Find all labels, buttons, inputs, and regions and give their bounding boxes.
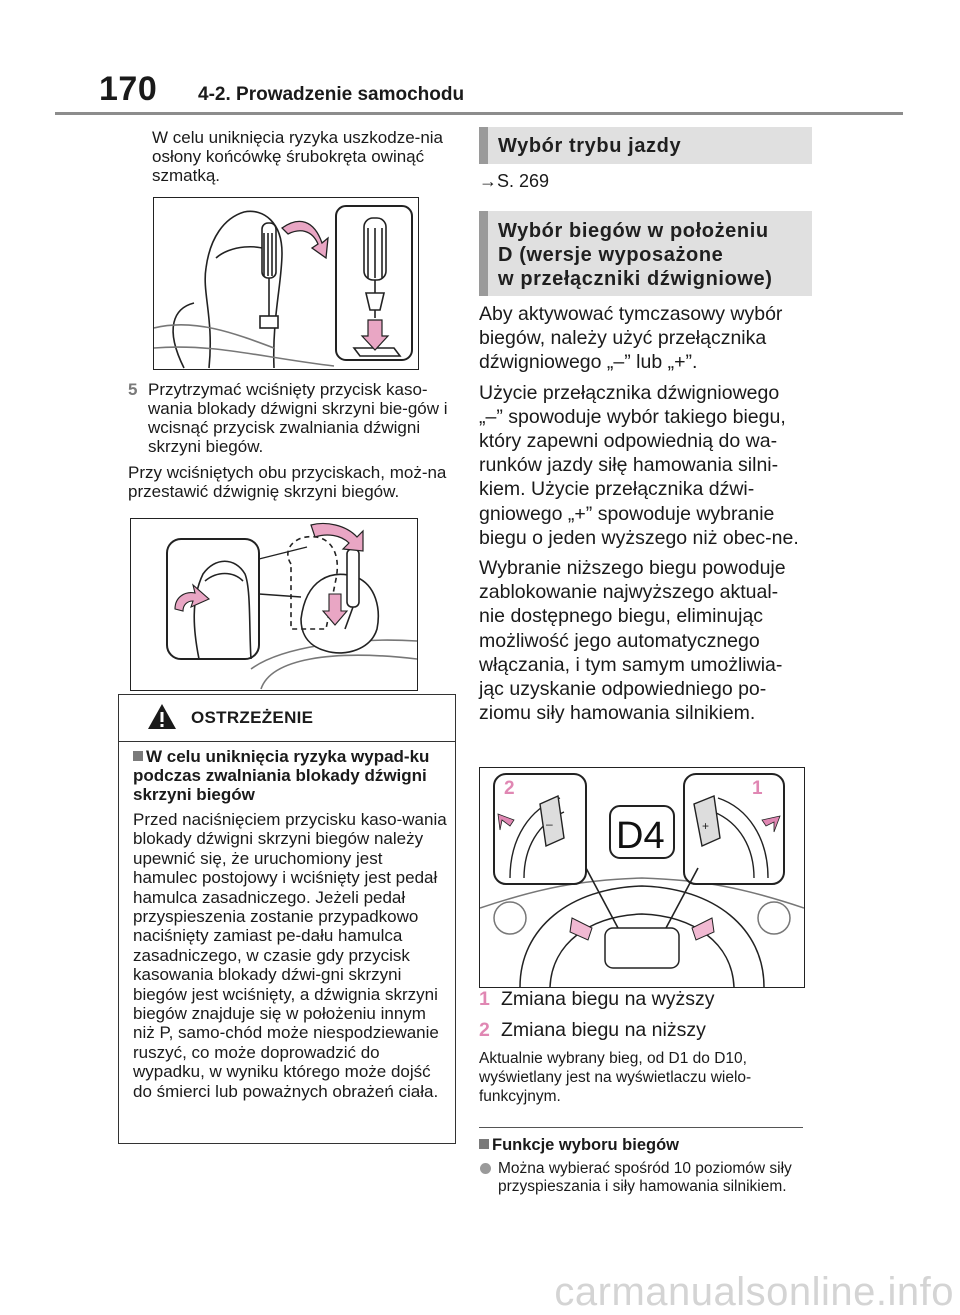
shift-lever-screwdriver-illustration (153, 197, 419, 370)
plus-label: + (702, 819, 710, 833)
heading-gear-selection (479, 211, 812, 296)
legend-number: 2 (479, 1019, 490, 1041)
heading-line-1: Wybór biegów w położeniu (498, 220, 769, 242)
display-note: Aktualnie wybrany bieg, od D1 do D10, wyświetlany jest na wyświetlaczu wielo-funkcyjnym. (479, 1050, 752, 1105)
step-number: 5 (128, 380, 138, 399)
illustration-2-svg (131, 519, 417, 690)
warning-subtitle (133, 747, 449, 804)
square-bullet-icon (133, 751, 143, 761)
heading-drive-mode (479, 127, 812, 164)
step-5 (128, 380, 458, 456)
warning-box (118, 694, 456, 1144)
right-paragraph-2: Użycie przełącznika dźwigniowego „–” spowoduje wybór takiego biegu, który zapewni odpowiednią do wa-runków jazdy siłę hamowania silni-kiem. Użycie przełącznika dźwi-gniowego „+” spowoduje wybranie biegu o jeden wyższego niż obec-ne. (479, 381, 799, 549)
warning-subtitle-text: W celu uniknięcia ryzyka wypad-ku podczas zwalniania blokady dźwigni skrzyni biegów (133, 747, 430, 804)
left-paragraph: Przy wciśniętych obu przyciskach, moż-na przestawić dźwignię skrzyni biegów. (128, 463, 447, 501)
warning-body: Przed naciśnięciem przycisku kaso-wania blokady dźwigni skrzyni biegów należy upewnić się, że uruchomiony jest hamulec postojowy i wciśnięty jest pedał hamulca zasadniczego. Jeżeli pedał przyspieszenia zostanie przypadkowo naciśnięty zamiast pe-dału hamulca zasadniczego, w czasie gdy przycisk kasowania blokady dźwi-gni skrzyni biegów jest wciśnięty, a dźwignia skrzyni biegów znajduje się w położeniu innym niż P, samo-chód może niespodziewanie ruszyć, co może doprowadzić do wypadku, w wyniku którego może dojść do śmierci lub poważnych obrażeń ciała. (133, 810, 447, 1101)
legend-item-upshift (479, 988, 715, 1011)
callout-1: 1 (752, 778, 763, 799)
heading-drive-mode-text: Wybór trybu jazdy (498, 135, 682, 157)
section-divider (479, 1127, 803, 1128)
gear-display: D4 (616, 815, 665, 857)
heading-line-3: w przełączniki dźwigniowe) (498, 268, 773, 290)
warning-triangle-icon (147, 703, 177, 730)
right-paragraph-3: Wybranie niższego biegu powoduje zablokowanie najwyższego aktual-nie dostępnego biegu, eliminując możliwość jego automatycznego włączania, i tym samym umożliwia-jąc uzyskanie odpowiedniego po-ziomu siły hamowania silnikiem. (479, 557, 786, 725)
illustration-1-svg (154, 198, 418, 369)
step-text: Przytrzymać wciśnięty przycisk kaso-wania blokady dźwigni skrzyni bie-gów i wcisnąć przycisk zwalniania dźwigni skrzyni biegów. (148, 380, 448, 456)
heading-line-2: D (wersje wyposażone (498, 244, 724, 266)
legend-item-downshift (479, 1019, 706, 1042)
warning-title: OSTRZEŻENIE (191, 708, 314, 727)
page-number: 170 (99, 70, 158, 108)
right-body (479, 302, 804, 731)
illustration-3-svg (480, 768, 804, 987)
header-rule (55, 112, 903, 115)
functions-title (479, 1136, 679, 1155)
legend-number: 1 (479, 988, 490, 1010)
shift-lever-release-illustration (130, 518, 418, 691)
round-bullet-icon (480, 1163, 491, 1174)
callout-2: 2 (504, 778, 515, 799)
paddle-shifter-illustration (479, 767, 805, 988)
square-bullet-icon (479, 1139, 489, 1149)
legend-text: Zmiana biegu na niższy (501, 1019, 706, 1041)
legend-text: Zmiana biegu na wyższy (501, 988, 715, 1010)
intro-text: W celu uniknięcia ryzyka uszkodze-nia osłony końcówkę śrubokręta owinąć szmatką. (152, 128, 444, 185)
page-reference: →S. 269 (479, 171, 550, 191)
section-title: 4-2. Prowadzenie samochodu (198, 84, 465, 105)
functions-item-text: Można wybierać spośród 10 poziomów siły przyspieszania i siły hamowania silnikiem. (498, 1160, 792, 1195)
minus-label: – (546, 817, 553, 831)
functions-list-item (479, 1160, 804, 1195)
watermark: carmanualsonline.info (554, 1270, 954, 1314)
right-paragraph-1: Aby aktywować tymczasowy wybór biegów, należy użyć przełącznika dźwigniowego „–” lub „+”. (479, 303, 783, 374)
warning-header (119, 695, 455, 742)
functions-title-text: Funkcje wyboru biegów (492, 1136, 680, 1154)
